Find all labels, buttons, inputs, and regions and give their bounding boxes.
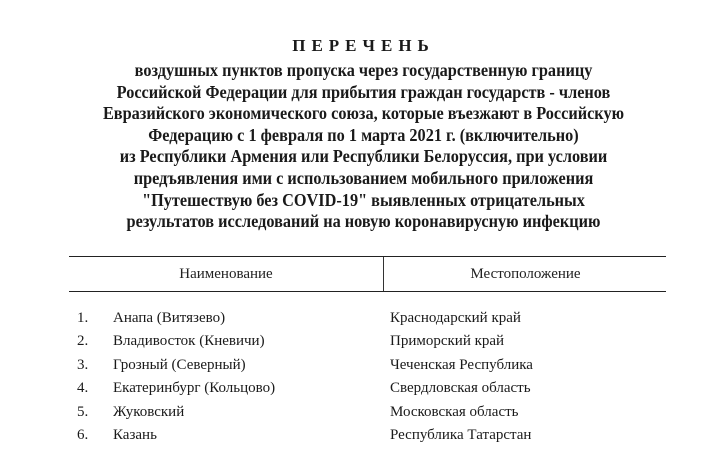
table-row — [69, 425, 666, 448]
row-number: 3. — [77, 356, 89, 373]
row-number: 1. — [77, 310, 89, 326]
table-row — [69, 378, 666, 401]
row-location: Свердловская область — [390, 380, 531, 397]
row-location: Республика Татарстан — [390, 426, 532, 443]
table-row — [69, 355, 666, 378]
table-body — [69, 308, 666, 448]
row-location: Краснодарский край — [390, 310, 521, 326]
document-title: ПЕРЕЧЕНЬ — [292, 36, 435, 55]
row-location: Чеченская Республика — [390, 356, 533, 373]
subtitle-line: предъявления ими с использованием мобильного приложения — [133, 167, 594, 188]
subtitle-line: воздушных пунктов пропуска через государственную границу — [134, 60, 593, 80]
row-location: Московская область — [390, 403, 519, 420]
document-subtitle — [81, 60, 646, 233]
header-name: Наименование — [69, 257, 384, 291]
table-header — [69, 256, 666, 292]
row-number: 5. — [77, 403, 89, 420]
row-number: 2. — [77, 333, 89, 350]
row-name: Владивосток (Кневичи) — [113, 333, 265, 350]
table-row — [69, 402, 666, 425]
row-name: Грозный (Северный) — [113, 356, 246, 373]
table-row — [69, 331, 666, 354]
header-location: Местоположение — [470, 266, 581, 282]
checkpoints-table — [69, 256, 666, 443]
subtitle-line: Федерацию с 1 февраля по 1 марта 2021 г. (включительно) — [148, 124, 579, 145]
row-name: Жуковский — [113, 403, 185, 420]
subtitle-line: Российской Федерации для прибытия граждан государств - членов — [116, 81, 611, 102]
row-name: Казань — [113, 426, 157, 443]
subtitle-line: из Республики Армения или Республики Белоруссия, при условии — [119, 146, 608, 167]
table-row — [69, 308, 666, 331]
row-name: Анапа (Витязево) — [113, 310, 226, 326]
subtitle-line: результатов исследований на новую коронавирусную инфекцию — [126, 211, 601, 232]
row-location: Приморский край — [390, 333, 505, 350]
row-name: Екатеринбург (Кольцово) — [113, 380, 276, 397]
subtitle-line: Евразийского экономического союза, которые въезжают в Российскую — [102, 103, 625, 124]
row-number: 6. — [77, 426, 89, 443]
row-number: 4. — [77, 380, 89, 397]
subtitle-line: "Путешествую без COVID-19" выявленных отрицательных — [142, 189, 585, 210]
